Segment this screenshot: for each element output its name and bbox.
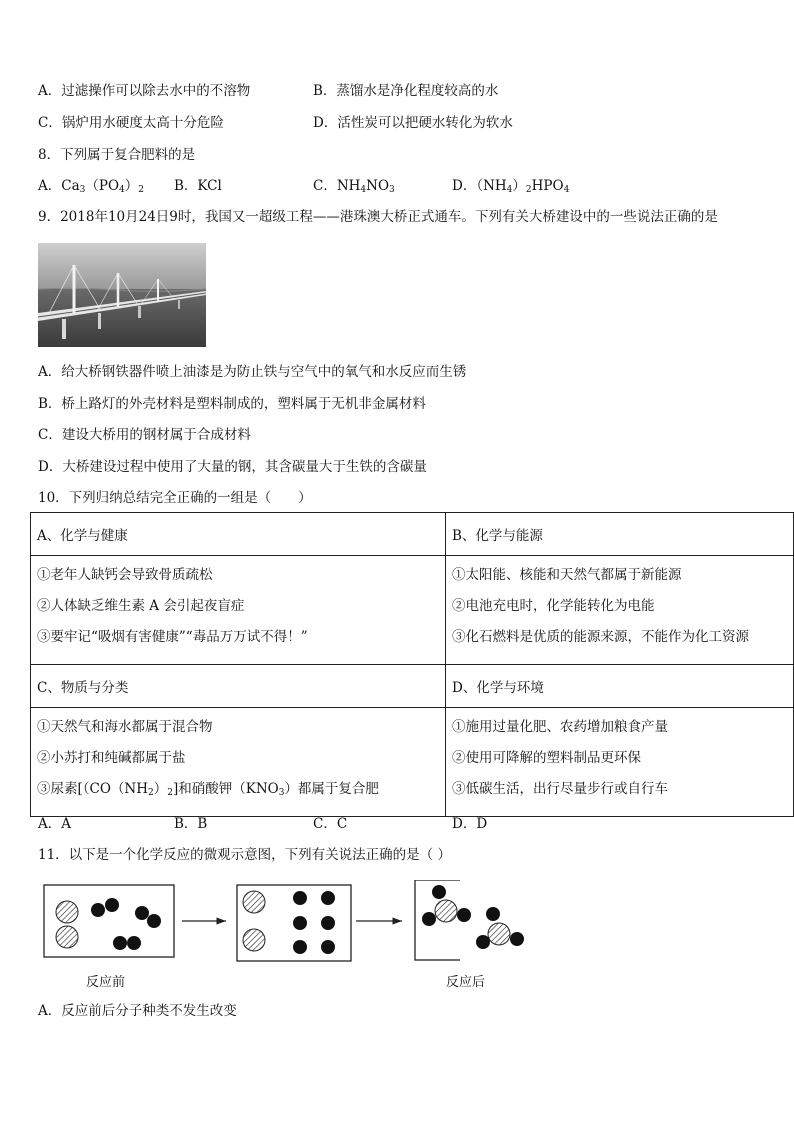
group-a-item: ①老年人缺钙会导致骨质疏松 (37, 567, 213, 583)
group-c-item: ②小苏打和纯碱都属于盐 (37, 750, 186, 766)
q10-option-a: A．A (38, 816, 71, 832)
group-c-item: ①天然气和海水都属于混合物 (37, 719, 213, 735)
q10-option-b: B．B (174, 816, 208, 832)
q7-option-a: A．过滤操作可以除去水中的不溶物 (38, 83, 251, 99)
group-d-title: D、化学与环境 (446, 665, 794, 708)
group-b-title: B、化学与能源 (446, 513, 794, 556)
q9-option-b: B．桥上路灯的外壳材料是塑料制成的，塑料属于无机非金属材料 (38, 396, 426, 412)
q11-option-a: A．反应前后分子种类不发生改变 (38, 1003, 237, 1019)
group-b-item: ③化石燃料是优质的能源来源，不能作为化工资源 (452, 629, 749, 645)
q11-stem: 11．以下是一个化学反应的微观示意图，下列有关说法正确的是（ ） (38, 847, 451, 863)
q7-option-b: B．蒸馏水是净化程度较高的水 (313, 83, 499, 99)
group-d-item: ②使用可降解的塑料制品更环保 (452, 750, 641, 766)
q10-summary-table (30, 512, 794, 817)
group-d-item: ③低碳生活，出行尽量步行或自行车 (452, 781, 668, 797)
product-molecules (413, 878, 533, 964)
q8-option-a: A．$Ca_3(PO_4)_2$ (38, 178, 144, 195)
q9-stem: 9．2018年10月24日9时，我国又一超级工程——港珠澳大桥正式通车。下列有关大桥建设中的一些说法正确的是 (38, 209, 718, 225)
q10-option-c: C．C (313, 816, 348, 832)
group-a-item: ③要牢记“吸烟有害健康”“毒品万万试不得！” (37, 629, 308, 645)
q9-option-d: D．大桥建设过程中使用了大量的钢，其含碳量大于生铁的含碳量 (38, 459, 427, 475)
group-a-item: ②人体缺乏维生素 A 会引起夜盲症 (37, 598, 245, 614)
caption-after: 反应后 (446, 975, 486, 990)
group-b-items (446, 556, 794, 665)
group-b-item: ①太阳能、核能和天然气都属于新能源 (452, 567, 682, 583)
group-d-items (446, 708, 794, 817)
q9-option-a: A．给大桥钢铁器件喷上油漆是为防止铁与空气中的氧气和水反应而生锈 (38, 364, 467, 380)
group-d-item: ①施用过量化肥、农药增加粮食产量 (452, 719, 668, 735)
q8-stem: 8．下列属于复合肥料的是 (38, 147, 196, 163)
caption-before: 反应前 (86, 975, 126, 990)
q8-option-b: B．KCl (174, 178, 222, 194)
q10-stem: 10．下列归纳总结完全正确的一组是（ ） (38, 490, 312, 506)
group-c-items (31, 708, 446, 817)
group-c-item: ③尿素[$(CO(NH_2)_2]$和硝酸钾$(KNO_3)$都属于复合肥 (37, 781, 379, 798)
middle-box (237, 885, 351, 961)
bridge-photo (38, 243, 206, 347)
q9-option-c: C．建设大桥用的钢材属于合成材料 (38, 427, 251, 443)
q8-option-c: C．$NH_4NO_3$ (313, 178, 395, 195)
q7-option-d: D．活性炭可以把硬水转化为软水 (313, 115, 513, 131)
q10-option-d: D．D (452, 816, 488, 832)
group-a-items (31, 556, 446, 665)
group-c-title: C、物质与分类 (31, 665, 446, 708)
q8-option-d: D．$(NH_4)_2HPO_4$ (452, 178, 570, 195)
group-a-title: A、化学与健康 (31, 513, 446, 556)
bridge-photo-image (38, 243, 206, 347)
q7-option-c: C．锅炉用水硬度太高十分危险 (38, 115, 224, 131)
reactants-box (44, 885, 174, 957)
group-b-item: ②电池充电时，化学能转化为电能 (452, 598, 655, 614)
